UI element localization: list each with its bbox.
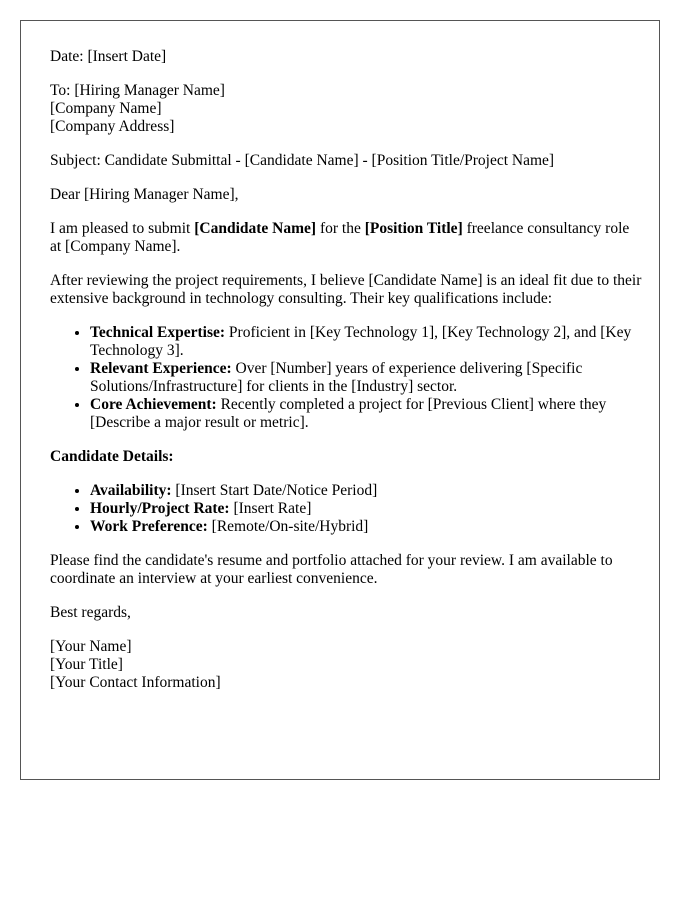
list-item <box>90 518 642 536</box>
qualification-label: Technical Expertise: <box>90 324 226 341</box>
sign-off: Best regards, <box>50 604 131 621</box>
fit-paragraph: After reviewing the project requirements, I believe [Candidate Name] is an ideal fit due to their extensive background in technology consulting. Their key qualifications include: <box>50 272 642 307</box>
qualification-label: Core Achievement: <box>90 396 217 413</box>
closing-paragraph: Please find the candidate's resume and portfolio attached for your review. I am available to coordinate an interview at your earliest convenience. <box>50 552 613 587</box>
signature-name: [Your Name] <box>50 638 132 655</box>
detail-label: Work Preference: <box>90 518 208 535</box>
signature-block <box>50 638 642 692</box>
detail-label: Availability: <box>90 482 172 499</box>
recipient-to-line: To: [Hiring Manager Name] <box>50 82 225 99</box>
recipient-company-address: [Company Address] <box>50 118 175 135</box>
subject-line: Subject: Candidate Submittal - [Candidate Name] - [Position Title/Project Name] <box>50 152 555 169</box>
list-item <box>90 360 642 396</box>
letter-page <box>20 20 660 780</box>
qualification-label: Relevant Experience: <box>90 360 232 377</box>
qualification-text: Recently completed a project for [Previous Client] where they [Describe a major result or metric]. <box>90 396 607 431</box>
recipient-company-name: [Company Name] <box>50 100 162 117</box>
intro-text-1: I am pleased to submit <box>50 220 195 237</box>
signature-title: [Your Title] <box>50 656 123 673</box>
intro-paragraph <box>50 220 642 256</box>
detail-text: [Remote/On-site/Hybrid] <box>207 518 369 535</box>
intro-candidate-name: [Candidate Name] <box>194 220 317 237</box>
detail-label: Hourly/Project Rate: <box>90 500 230 517</box>
recipient-block <box>50 82 642 136</box>
list-item <box>90 482 642 500</box>
intro-text-3: freelance consultancy role at [Company Name]. <box>50 220 630 255</box>
qualifications-list <box>50 324 642 432</box>
signature-contact: [Your Contact Information] <box>50 674 221 691</box>
candidate-details-heading: Candidate Details: <box>50 448 174 465</box>
qualification-text: Over [Number] years of experience delivering [Specific Solutions/Infrastructure] for clients in the [Industry] sector. <box>90 360 583 395</box>
letter-body <box>50 48 642 708</box>
salutation: Dear [Hiring Manager Name], <box>50 186 239 203</box>
list-item <box>90 396 642 432</box>
list-item <box>90 500 642 518</box>
list-item <box>90 324 642 360</box>
candidate-details-list <box>50 482 642 536</box>
detail-text: [Insert Start Date/Notice Period] <box>171 482 378 499</box>
date-line: Date: [Insert Date] <box>50 48 167 65</box>
detail-text: [Insert Rate] <box>229 500 312 517</box>
intro-position-title: [Position Title] <box>364 220 463 237</box>
intro-text-2: for the <box>316 220 365 237</box>
qualification-text: Proficient in [Key Technology 1], [Key Technology 2], and [Key Technology 3]. <box>90 324 632 359</box>
